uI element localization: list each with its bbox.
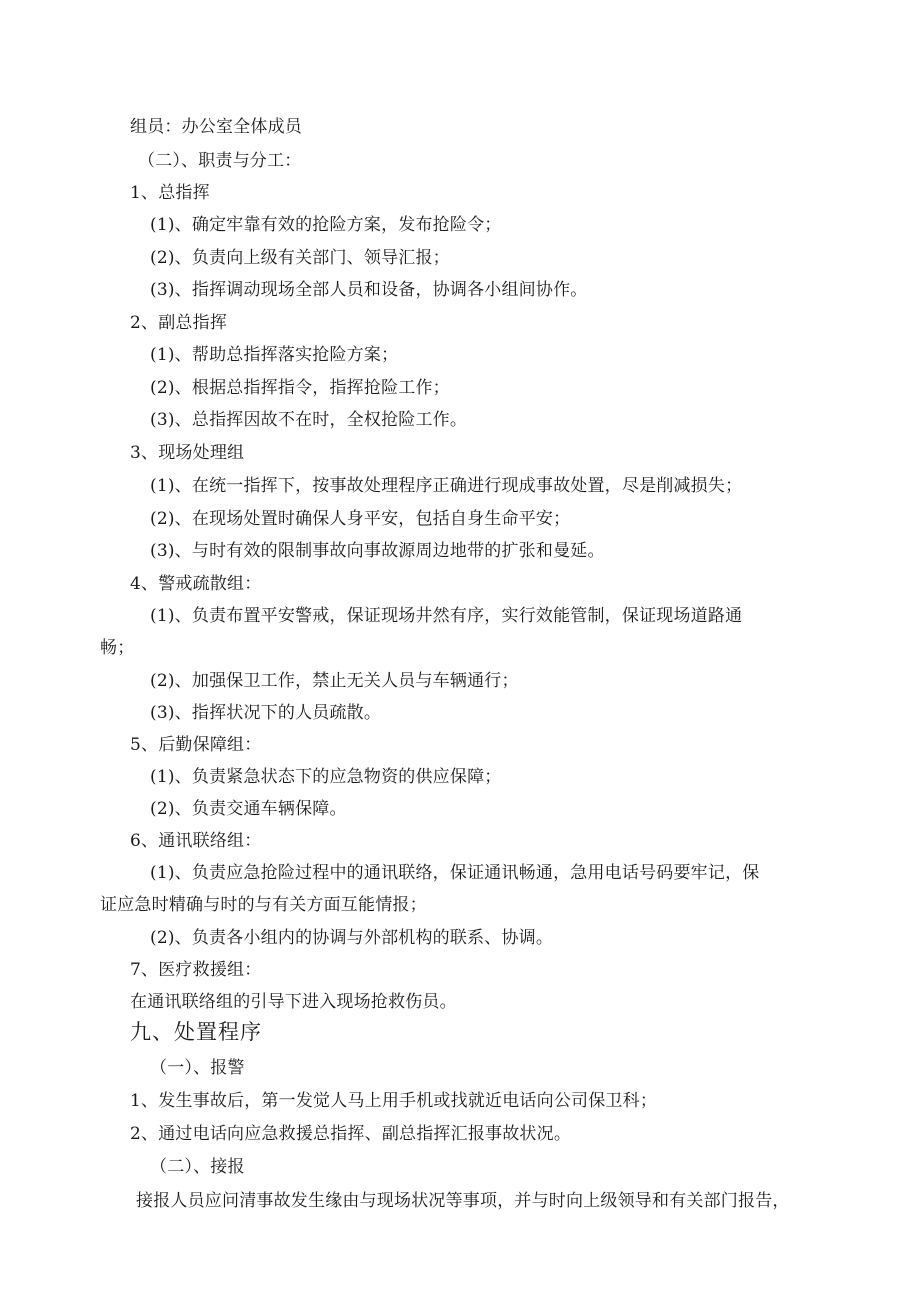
text-line: 4、警戒疏散组： — [130, 574, 262, 594]
section-heading: 九、处置程序 — [130, 1020, 262, 1044]
text-line: (3)、指挥状况下的人员疏散。 — [150, 703, 382, 723]
text-line: 2、通过电话向应急救援总指挥、副总指挥汇报事故状况。 — [130, 1124, 572, 1144]
text-line: （二）、职责与分工： — [138, 151, 302, 171]
text-line: 1、总指挥 — [130, 183, 210, 203]
text-line: （一）、报警 — [150, 1058, 245, 1078]
text-line: (1)、帮助总指挥落实抢险方案； — [150, 345, 399, 365]
text-line: 6、通讯联络组： — [130, 831, 262, 851]
text-line: 在通讯联络组的引导下进入现场抢救伤员。 — [130, 992, 457, 1012]
text-line: (1)、负责应急抢险过程中的通讯联络，保证通讯畅通，急用电话号码要牢记，保 — [150, 863, 760, 883]
text-line: 7、医疗救援组： — [130, 960, 262, 980]
text-line: (2)、根据总指挥指令，指挥抢险工作； — [150, 378, 450, 398]
text-line: 5、后勤保障组： — [130, 735, 262, 755]
text-line: 畅； — [100, 638, 135, 658]
text-line: (2)、负责各小组内的协调与外部机构的联系、协调。 — [150, 928, 554, 948]
text-line: 证应急时精确与时的与有关方面互能情报； — [100, 895, 427, 915]
text-line: (3)、指挥调动现场全部人员和设备，协调各小组间协作。 — [150, 280, 588, 300]
text-line: (1)、负责紧急状态下的应急物资的供应保障； — [150, 767, 502, 787]
text-line: (2)、负责交通车辆保障。 — [150, 799, 347, 819]
text-line: (2)、加强保卫工作，禁止无关人员与车辆通行； — [150, 671, 519, 691]
text-line: (2)、负责向上级有关部门、领导汇报； — [150, 248, 450, 268]
text-line: (1)、确定牢靠有效的抢险方案，发布抢险令； — [150, 215, 502, 235]
text-line: （二）、接报 — [150, 1157, 245, 1177]
text-line: (1)、在统一指挥下，按事故处理程序正确进行现成事故处置，尽是削减损失； — [150, 476, 743, 496]
text-line: 组员：办公室全体成员 — [130, 117, 302, 137]
text-line: 接报人员应问清事故发生缘由与现场状况等事项，并与时向上级领导和有关部门报告， — [136, 1191, 790, 1211]
text-line: (1)、负责布置平安警戒，保证现场井然有序，实行效能管制，保证现场道路通 — [150, 606, 743, 626]
text-line: 2、副总指挥 — [130, 313, 228, 333]
text-line: 1、发生事故后，第一发觉人马上用手机或找就近电话向公司保卫科； — [130, 1091, 658, 1111]
text-line: 3、现场处理组 — [130, 443, 245, 463]
text-line: (3)、与时有效的限制事故向事故源周边地带的扩张和曼延。 — [150, 541, 605, 561]
text-line: (3)、总指挥因故不在时，全权抢险工作。 — [150, 410, 468, 430]
text-line: (2)、在现场处置时确保人身平安，包括自身生命平安； — [150, 509, 571, 529]
